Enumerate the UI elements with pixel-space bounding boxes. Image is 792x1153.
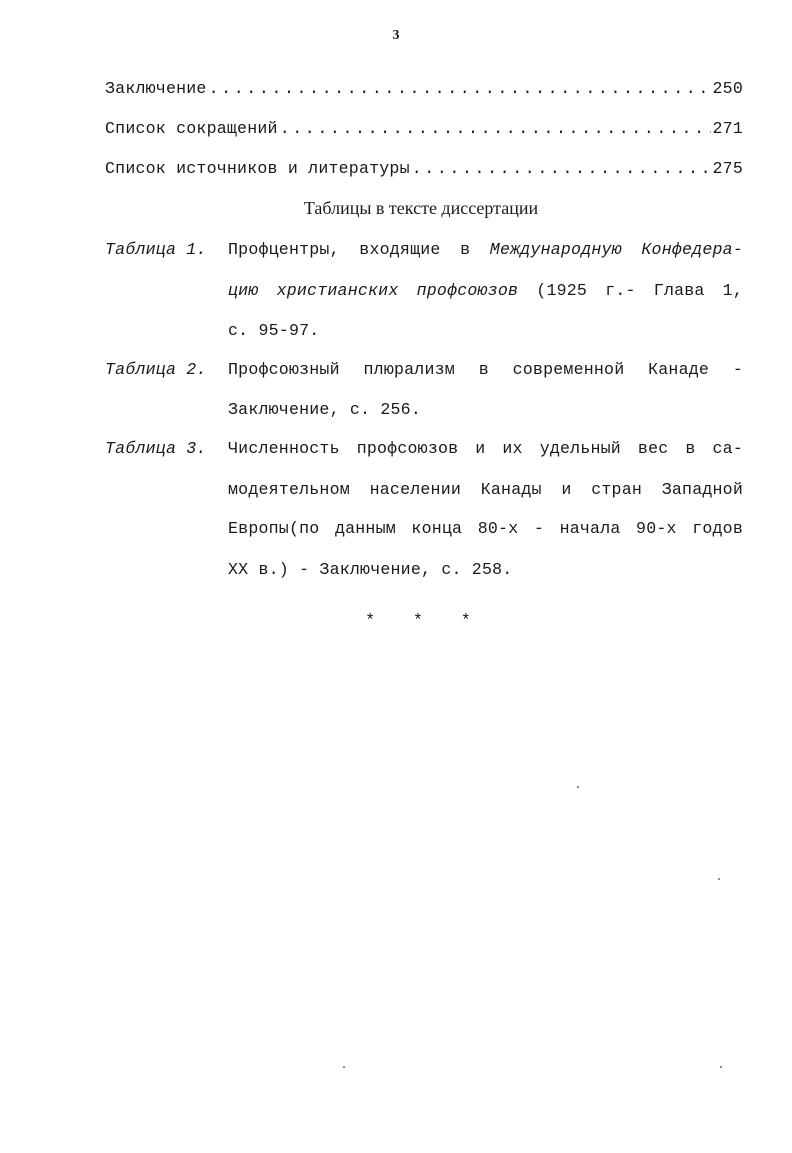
scan-speck [343,1066,345,1068]
table-3-line: XX в.) - Заключение, с. 258. [228,560,513,579]
table-3-line: Европы(по данным конца 80-х - начала 90-х годов [228,519,743,538]
toc-leader-dots [280,119,711,138]
table-1-label: Таблица 1. [105,240,207,259]
toc-entry [105,79,743,103]
tables-heading: Таблицы в тексте диссертации [303,198,539,218]
table-1-italic-text: Международную Конфедера- [489,240,743,259]
toc-leader-dots [412,159,711,178]
table-1-line [228,240,743,259]
toc-entry-page: 275 [712,159,743,178]
end-mark: * * * [365,611,485,630]
toc-entry-title: Список сокращений [105,119,278,138]
table-1-text: (1925 г.- Глава 1, [536,281,743,300]
table-3-line: Численность профсоюзов и их удельный вес в са- [228,439,743,458]
toc-entry-page: 250 [712,79,743,98]
table-1-italic-text: цию христианских профсоюзов [228,281,519,300]
table-1-text: Профцентры, входящие в [228,240,471,259]
table-2-line: Заключение, с. 256. [228,400,421,419]
table-2-label: Таблица 2. [105,360,207,379]
toc-entry [105,119,743,143]
table-3-label: Таблица 3. [105,439,207,458]
table-2-line: Профсоюзный плюрализм в современной Канаде - [228,360,743,379]
page-number: 3 [392,28,400,43]
scan-speck [718,878,720,880]
toc-entry-title: Заключение [105,79,207,98]
toc-leader-dots [209,79,711,98]
table-1-line [228,281,743,300]
toc-entry-title: Список источников и литературы [105,159,410,178]
scan-speck [577,786,579,788]
table-3-line: модеятельном населении Канады и стран Западной [228,480,743,499]
toc-entry [105,159,743,183]
scan-speck [720,1066,722,1068]
toc-entry-page: 271 [712,119,743,138]
table-1-line: с. 95-97. [228,321,320,340]
